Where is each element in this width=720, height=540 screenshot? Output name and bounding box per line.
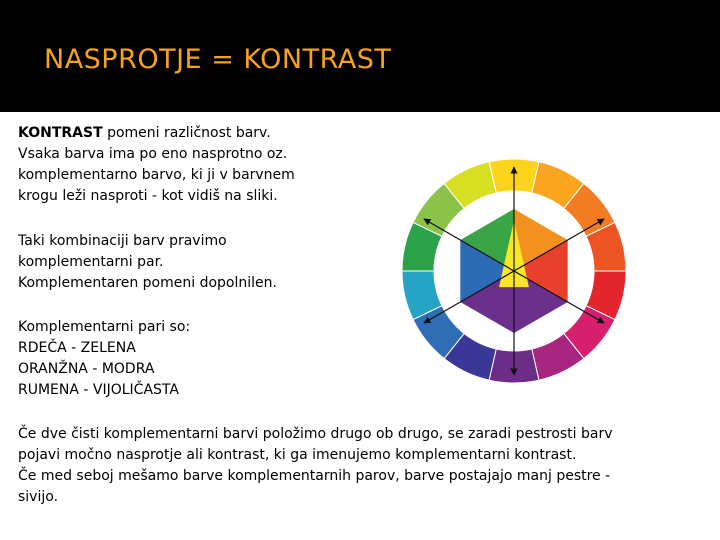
pair-line: Taki kombinaciji barv pravimo xyxy=(18,233,227,249)
intro-line-text: pomeni različnost barv. xyxy=(102,125,271,141)
intro-line: komplementarno barvo, ki ji v barvnem xyxy=(18,167,295,183)
color-wheel-image xyxy=(394,126,634,416)
intro-term: KONTRAST xyxy=(18,125,103,141)
conclusion-line: sivijo. xyxy=(18,489,59,505)
slide-title: NASPROTJE = KONTRAST xyxy=(44,44,392,75)
intro-line: krogu leži nasproti - kot vidiš na sliki. xyxy=(18,188,278,204)
pair-item: ORANŽNA - MODRA xyxy=(18,361,155,377)
pairs-list xyxy=(18,317,348,401)
pair-item: RDEČA - ZELENA xyxy=(18,340,136,356)
intro-paragraph xyxy=(18,123,348,207)
conclusion-line: Če dve čisti komplementarni barvi položimo drugo ob drugo, se zaradi pestrosti barv xyxy=(18,426,613,442)
pair-line: Komplementaren pomeni dopolnilen. xyxy=(18,275,277,291)
pair-item: RUMENA - VIJOLIČASTA xyxy=(18,382,179,398)
pair-line: komplementarni par. xyxy=(18,254,164,270)
title-bar xyxy=(0,0,720,112)
conclusion-line: pojavi močno nasprotje ali kontrast, ki ga imenujemo komplementarni kontrast. xyxy=(18,447,577,463)
pairs-heading: Komplementarni pari so: xyxy=(18,319,191,335)
conclusion-paragraph xyxy=(18,424,698,508)
intro-line: Vsaka barva ima po eno nasprotno oz. xyxy=(18,146,288,162)
conclusion-line: Če med seboj mešamo barve komplementarnih parov, barve postajajo manj pestre - xyxy=(18,468,611,484)
pair-paragraph xyxy=(18,231,348,294)
intro-line xyxy=(18,123,348,144)
